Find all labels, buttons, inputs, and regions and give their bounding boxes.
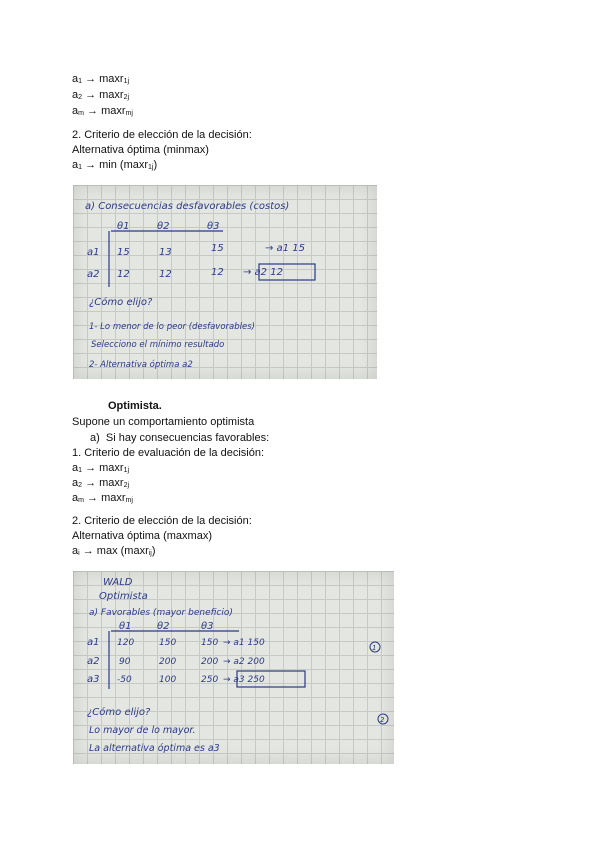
photo1-note-2: Selecciono el mínimo resultado xyxy=(91,340,225,350)
photo2-r2-v2: 200 xyxy=(159,657,177,667)
eval-line-a2: a2 → maxr2j xyxy=(72,89,130,101)
photo2-heading: a) Favorables (mayor beneficio) xyxy=(89,608,233,618)
photo2-r3-v2: 100 xyxy=(159,675,177,685)
list-item-a xyxy=(90,431,269,445)
maxmax-formula: ai → max (maxrij) xyxy=(72,545,156,557)
photo1-heading: a) Consecuencias desfavorables (costos) xyxy=(85,201,290,212)
photo1-r1-result: → a1 15 xyxy=(265,243,305,254)
eval-line-am: am → maxrmj xyxy=(72,105,133,117)
choice-criterion-heading: 2. Criterio de elección de la decisión: xyxy=(72,129,252,141)
photo2-r3-v3: 250 xyxy=(201,675,219,685)
photo2-row-a1-label: a1 xyxy=(87,637,100,648)
photo1-r1-v1: 15 xyxy=(117,247,130,258)
handwriting-layer-1 xyxy=(73,185,377,379)
photo2-note-2: La alternativa óptima es a3 xyxy=(89,743,220,754)
photo1-col-theta3: θ3 xyxy=(207,221,220,232)
photo2-col-theta2: θ2 xyxy=(157,621,170,632)
photo2-row-a3-label: a3 xyxy=(87,674,100,685)
photo2-question: ¿Cómo elijo? xyxy=(87,707,151,718)
handwritten-notes-photo-1 xyxy=(73,185,377,379)
photo1-r2-v3: 12 xyxy=(211,267,224,278)
photo2-r2-v3: 200 xyxy=(201,657,219,667)
list-item-a-text: Si hay consecuencias favorables: xyxy=(105,432,270,444)
photo2-note-1: Lo mayor de lo mayor. xyxy=(89,725,196,736)
eval-line-a1: a1 → maxr1j xyxy=(72,73,130,85)
opt-eval-line-a1: a1 → maxr1j xyxy=(72,462,130,474)
section-title-optimista: Optimista. xyxy=(108,400,162,412)
photo2-r3-result: → a3 250 xyxy=(223,675,265,685)
photo1-r2-v2: 12 xyxy=(159,269,172,280)
eval-criterion-heading: 1. Criterio de evaluación de la decisión: xyxy=(72,447,265,459)
photo1-note-1: 1- Lo menor de lo peor (desfavorables) xyxy=(89,322,255,332)
opt-optimal-alternative-label: Alternativa óptima (maxmax) xyxy=(72,530,212,542)
photo2-r1-v1: 120 xyxy=(117,638,135,648)
photo2-r1-result: → a1 150 xyxy=(223,638,265,648)
photo2-title-wald: WALD xyxy=(103,577,133,588)
minmax-formula: a1 → min (maxr1j) xyxy=(72,159,158,171)
photo1-note-3: 2- Alternativa óptima a2 xyxy=(89,360,193,370)
photo2-optimista: Optimista xyxy=(99,591,148,602)
photo2-r2-v1: 90 xyxy=(119,657,131,667)
optimal-alternative-label: Alternativa óptima (minmax) xyxy=(72,144,209,156)
photo2-r1-v3: 150 xyxy=(201,638,219,648)
photo2-r3-v1: -50 xyxy=(117,675,132,685)
optimista-description: Supone un comportamiento optimista xyxy=(72,416,255,428)
photo1-r1-v2: 13 xyxy=(159,247,172,258)
opt-choice-criterion-heading: 2. Criterio de elección de la decisión: xyxy=(72,515,252,527)
photo2-col-theta1: θ1 xyxy=(119,621,132,632)
photo1-question: ¿Cómo elijo? xyxy=(89,297,153,308)
photo2-r2-result: → a2 200 xyxy=(223,657,265,667)
handwriting-layer-2 xyxy=(73,571,394,764)
opt-eval-line-a2: a2 → maxr2j xyxy=(72,477,130,489)
photo2-row-a2-label: a2 xyxy=(87,656,100,667)
photo1-col-theta1: θ1 xyxy=(117,221,130,232)
photo1-col-theta2: θ2 xyxy=(157,221,170,232)
opt-eval-line-am: am → maxrmj xyxy=(72,492,133,504)
handwritten-notes-photo-2 xyxy=(73,571,394,764)
photo1-r2-result: → a2 12 xyxy=(243,267,283,278)
photo1-row-a1-label: a1 xyxy=(87,247,100,258)
photo2-mark-2: 2 xyxy=(380,716,385,724)
photo1-row-a2-label: a2 xyxy=(87,269,100,280)
list-item-a-label: a) xyxy=(90,432,100,444)
photo1-r2-v1: 12 xyxy=(117,269,130,280)
photo1-r1-v3: 15 xyxy=(211,243,224,254)
photo2-r1-v2: 150 xyxy=(159,638,177,648)
photo2-mark-1: 1 xyxy=(372,644,377,652)
photo2-col-theta3: θ3 xyxy=(201,621,214,632)
